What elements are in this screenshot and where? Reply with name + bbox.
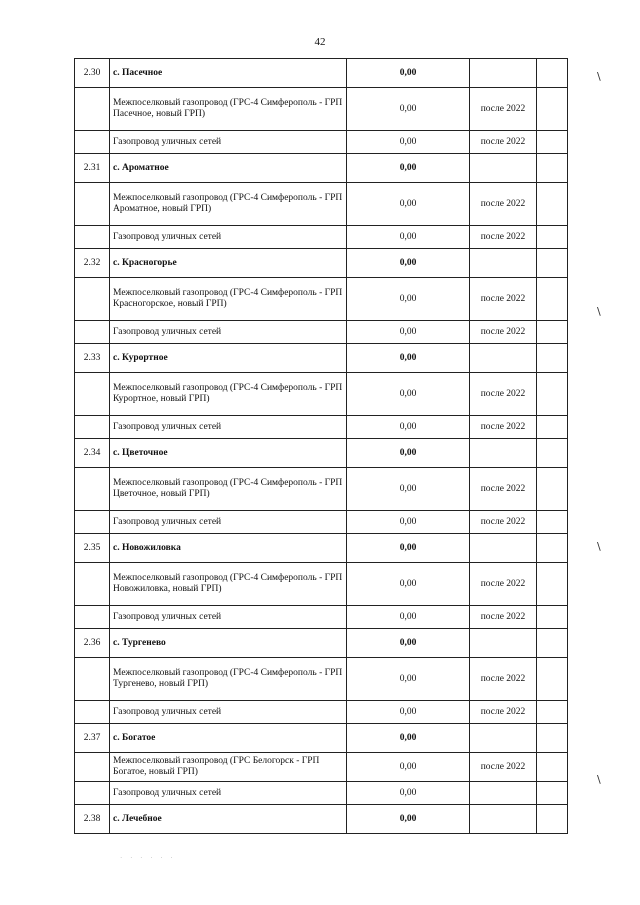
row-extra: [537, 226, 568, 249]
row-date: [470, 629, 537, 658]
row-number: [75, 606, 110, 629]
table-row: [75, 701, 568, 724]
row-number: [75, 511, 110, 534]
row-name: Газопровод уличных сетей: [110, 782, 347, 805]
row-value: 0,00: [347, 724, 470, 753]
gas-pipeline-table: [74, 58, 568, 834]
row-value: 0,00: [347, 278, 470, 321]
row-date: после 2022: [470, 88, 537, 131]
row-value: 0,00: [347, 658, 470, 701]
row-extra: [537, 249, 568, 278]
row-extra: [537, 701, 568, 724]
row-number: 2.31: [75, 154, 110, 183]
row-extra: [537, 534, 568, 563]
row-extra: [537, 658, 568, 701]
row-number: [75, 753, 110, 782]
row-value: 0,00: [347, 606, 470, 629]
row-value: 0,00: [347, 468, 470, 511]
row-number: [75, 131, 110, 154]
table-row: [75, 131, 568, 154]
row-name: Межпоселковый газопровод (ГРС Белогорск - ГРП Богатое, новый ГРП): [110, 753, 347, 782]
margin-mark: \: [597, 773, 601, 786]
row-date: [470, 782, 537, 805]
row-date: после 2022: [470, 131, 537, 154]
row-name: с. Богатое: [110, 724, 347, 753]
row-date: после 2022: [470, 753, 537, 782]
row-date: после 2022: [470, 606, 537, 629]
section-row: [75, 534, 568, 563]
row-date: после 2022: [470, 183, 537, 226]
row-extra: [537, 753, 568, 782]
row-date: после 2022: [470, 701, 537, 724]
row-number: [75, 701, 110, 724]
row-date: [470, 154, 537, 183]
row-value: 0,00: [347, 563, 470, 606]
row-date: после 2022: [470, 278, 537, 321]
row-name: Газопровод уличных сетей: [110, 226, 347, 249]
table-row: [75, 468, 568, 511]
row-value: 0,00: [347, 59, 470, 88]
row-value: 0,00: [347, 154, 470, 183]
row-name: Газопровод уличных сетей: [110, 511, 347, 534]
row-extra: [537, 88, 568, 131]
row-date: после 2022: [470, 563, 537, 606]
row-extra: [537, 344, 568, 373]
row-value: 0,00: [347, 805, 470, 834]
row-extra: [537, 183, 568, 226]
row-number: [75, 278, 110, 321]
row-value: 0,00: [347, 373, 470, 416]
table-row: [75, 183, 568, 226]
margin-mark: \: [597, 540, 601, 553]
section-row: [75, 629, 568, 658]
table-row: [75, 753, 568, 782]
table-row: [75, 563, 568, 606]
table-row: [75, 226, 568, 249]
row-date: [470, 439, 537, 468]
row-name: Газопровод уличных сетей: [110, 606, 347, 629]
row-name: Газопровод уличных сетей: [110, 131, 347, 154]
table-row: [75, 606, 568, 629]
row-date: после 2022: [470, 511, 537, 534]
row-value: 0,00: [347, 439, 470, 468]
row-name: с. Новожиловка: [110, 534, 347, 563]
row-date: [470, 534, 537, 563]
row-number: [75, 416, 110, 439]
row-extra: [537, 782, 568, 805]
row-number: [75, 658, 110, 701]
margin-mark: \: [597, 70, 601, 83]
row-extra: [537, 511, 568, 534]
row-extra: [537, 59, 568, 88]
row-name: с. Тургенево: [110, 629, 347, 658]
row-date: после 2022: [470, 321, 537, 344]
section-row: [75, 805, 568, 834]
row-extra: [537, 373, 568, 416]
row-number: 2.30: [75, 59, 110, 88]
row-name: Газопровод уличных сетей: [110, 416, 347, 439]
row-date: [470, 724, 537, 753]
table-row: [75, 782, 568, 805]
row-extra: [537, 724, 568, 753]
row-date: после 2022: [470, 226, 537, 249]
row-extra: [537, 416, 568, 439]
section-row: [75, 439, 568, 468]
row-value: 0,00: [347, 344, 470, 373]
row-name: Межпоселковый газопровод (ГРС-4 Симферополь - ГРП Пасечное, новый ГРП): [110, 88, 347, 131]
row-name: Межпоселковый газопровод (ГРС-4 Симферополь - ГРП Ароматное, новый ГРП): [110, 183, 347, 226]
section-row: [75, 724, 568, 753]
row-number: 2.36: [75, 629, 110, 658]
row-name: Межпоселковый газопровод (ГРС-4 Симферополь - ГРП Тургенево, новый ГРП): [110, 658, 347, 701]
row-value: 0,00: [347, 629, 470, 658]
row-date: [470, 59, 537, 88]
row-number: [75, 468, 110, 511]
row-value: 0,00: [347, 321, 470, 344]
table-row: [75, 278, 568, 321]
row-name: Межпоселковый газопровод (ГРС-4 Симферополь - ГРП Курортное, новый ГРП): [110, 373, 347, 416]
row-value: 0,00: [347, 701, 470, 724]
table-row: [75, 373, 568, 416]
row-name: с. Пасечное: [110, 59, 347, 88]
table-row: [75, 658, 568, 701]
row-extra: [537, 606, 568, 629]
row-extra: [537, 278, 568, 321]
row-extra: [537, 468, 568, 511]
row-date: [470, 249, 537, 278]
row-extra: [537, 439, 568, 468]
row-date: после 2022: [470, 468, 537, 511]
row-extra: [537, 563, 568, 606]
section-row: [75, 154, 568, 183]
row-number: 2.34: [75, 439, 110, 468]
section-row: [75, 59, 568, 88]
page-number: 42: [314, 36, 326, 48]
row-name: с. Курортное: [110, 344, 347, 373]
row-number: [75, 373, 110, 416]
row-extra: [537, 321, 568, 344]
row-name: с. Лечебное: [110, 805, 347, 834]
row-value: 0,00: [347, 226, 470, 249]
row-extra: [537, 805, 568, 834]
table-row: [75, 511, 568, 534]
row-value: 0,00: [347, 416, 470, 439]
row-name: Межпоселковый газопровод (ГРС-4 Симферополь - ГРП Красногорское, новый ГРП): [110, 278, 347, 321]
row-number: 2.35: [75, 534, 110, 563]
row-number: [75, 563, 110, 606]
table-row: [75, 88, 568, 131]
table-row: [75, 321, 568, 344]
scan-dots: · · · · · ·: [120, 854, 176, 862]
row-name: Межпоселковый газопровод (ГРС-4 Симферополь - ГРП Цветочное, новый ГРП): [110, 468, 347, 511]
section-row: [75, 344, 568, 373]
row-name: Газопровод уличных сетей: [110, 701, 347, 724]
row-number: [75, 321, 110, 344]
row-date: [470, 805, 537, 834]
margin-mark: \: [597, 305, 601, 318]
section-row: [75, 249, 568, 278]
row-value: 0,00: [347, 88, 470, 131]
row-name: Газопровод уличных сетей: [110, 321, 347, 344]
row-name: с. Цветочное: [110, 439, 347, 468]
table-row: [75, 416, 568, 439]
row-number: 2.37: [75, 724, 110, 753]
row-value: 0,00: [347, 131, 470, 154]
row-date: после 2022: [470, 658, 537, 701]
row-number: [75, 782, 110, 805]
row-name: с. Ароматное: [110, 154, 347, 183]
row-number: 2.38: [75, 805, 110, 834]
row-extra: [537, 154, 568, 183]
row-value: 0,00: [347, 511, 470, 534]
row-number: 2.32: [75, 249, 110, 278]
row-value: 0,00: [347, 249, 470, 278]
row-value: 0,00: [347, 753, 470, 782]
row-value: 0,00: [347, 183, 470, 226]
row-name: с. Красногорье: [110, 249, 347, 278]
row-value: 0,00: [347, 534, 470, 563]
row-date: после 2022: [470, 373, 537, 416]
row-number: [75, 183, 110, 226]
row-extra: [537, 629, 568, 658]
row-number: [75, 88, 110, 131]
row-number: [75, 226, 110, 249]
row-extra: [537, 131, 568, 154]
row-date: [470, 344, 537, 373]
row-name: Межпоселковый газопровод (ГРС-4 Симферополь - ГРП Новожиловка, новый ГРП): [110, 563, 347, 606]
row-number: 2.33: [75, 344, 110, 373]
row-value: 0,00: [347, 782, 470, 805]
row-date: после 2022: [470, 416, 537, 439]
